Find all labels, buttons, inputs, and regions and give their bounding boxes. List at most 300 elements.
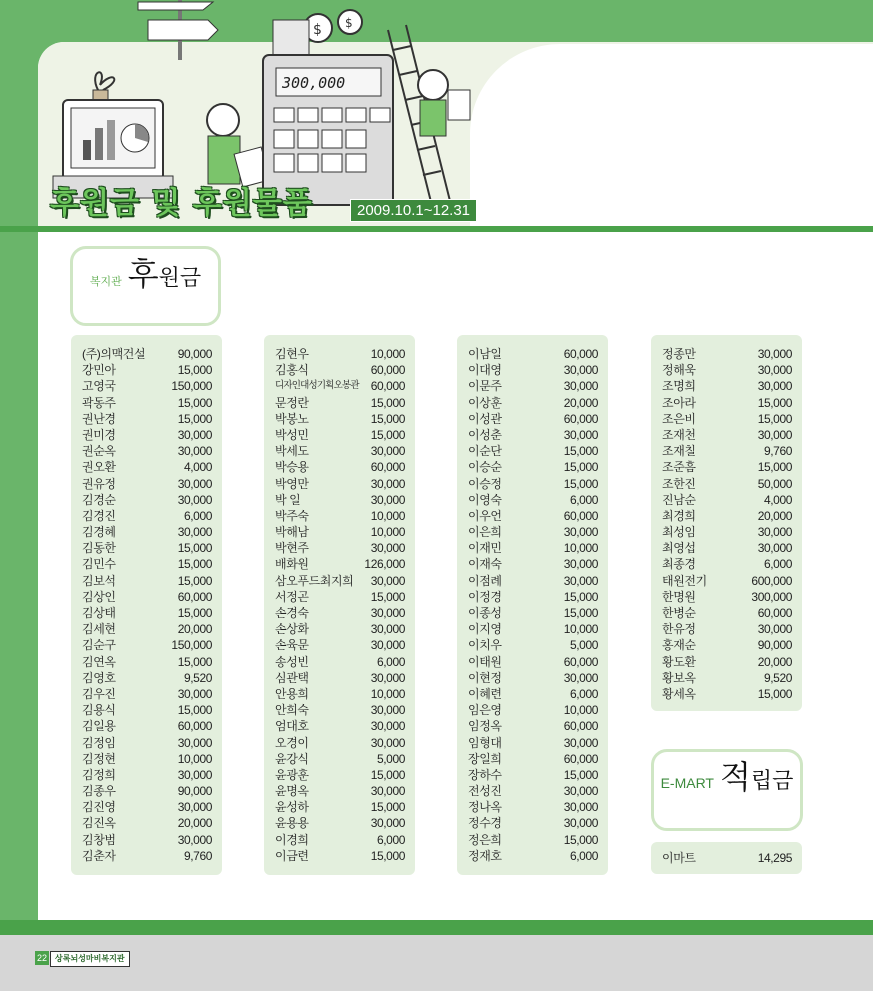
badge-big-label: 적 [719,758,751,796]
donor-row [82,508,212,524]
donor-name: 정은희 [468,832,502,847]
donor-name: 권유정 [82,476,116,491]
donor-name: 문정란 [275,395,309,410]
signpost-sign [148,20,218,40]
donor-amount: 60,000 [757,606,792,620]
donor-name: 박영만 [275,476,309,491]
donor-amount: 300,000 [751,589,792,604]
donor-name: 조은비 [662,411,696,426]
donor-row [82,427,212,443]
donor-row [468,395,598,411]
donor-row [275,735,405,751]
donor-name: 김용식 [82,703,116,718]
donor-amount: 60,000 [370,363,405,378]
donor-amount: 20,000 [177,622,212,637]
donor-name: 박 일 [275,492,301,507]
donor-name: 김영호 [82,670,116,685]
donor-amount: 5,000 [376,751,405,766]
donor-amount: 30,000 [177,444,212,459]
donor-row [468,686,598,702]
donor-name: 이지영 [468,622,502,637]
donor-name: 김동한 [82,541,116,556]
donor-name: 한유정 [662,622,696,637]
donor-amount: 30,000 [370,444,405,459]
shopping-bag-icon [448,90,470,120]
donor-name: 손육문 [275,638,309,653]
donor-name: 심관택 [275,670,309,685]
donor-row [275,556,405,572]
donor-amount: 15,000 [563,460,598,475]
emart-column [651,842,802,874]
donor-row [468,573,598,589]
donor-amount: 10,000 [563,622,598,637]
donor-row [82,783,212,799]
donor-row [275,524,405,540]
donor-name: 이현정 [468,670,502,685]
donor-row [82,815,212,831]
donor-amount: 60,000 [370,379,405,394]
donor-row [662,508,792,524]
donor-name: 김정희 [82,767,116,782]
donor-row [662,524,792,540]
donor-name: 김현우 [275,347,309,361]
donor-row [275,508,405,524]
donor-row [82,637,212,653]
donor-row [82,589,212,605]
donor-name: 진남순 [662,492,696,507]
donor-row [275,767,405,783]
donor-row [275,783,405,799]
svg-text:$: $ [345,16,353,30]
donor-row [82,573,212,589]
donor-row [468,621,598,637]
donor-row [662,540,792,556]
donor-name: 이은희 [468,525,502,540]
donor-name: 김일용 [82,719,116,734]
donor-amount: 9,760 [763,444,792,459]
donor-name: 조준흠 [662,460,696,475]
donor-row [468,767,598,783]
donor-name: 박승용 [275,460,309,475]
donor-row [468,476,598,492]
donor-amount: 9,760 [183,848,212,863]
donor-amount: 15,000 [370,800,405,815]
person-icon [207,104,239,136]
donor-row [662,395,792,411]
donor-name: 박세도 [275,444,309,459]
donor-amount: 30,000 [177,492,212,507]
donor-amount: 20,000 [757,508,792,523]
donor-row [468,524,598,540]
donor-row [468,443,598,459]
donor-row [82,476,212,492]
donor-amount: 30,000 [563,557,598,572]
period-badge: 2009.10.1~12.31 [350,199,477,222]
donor-amount: 30,000 [563,670,598,685]
donor-row [662,670,792,686]
donor-amount: 30,000 [563,816,598,831]
donor-name: 김정임 [82,735,116,750]
donor-name: 장하수 [468,767,502,782]
donor-row [468,556,598,572]
donor-name: 디자인대성기획오봉관 [275,380,359,392]
page-number: 22 [36,953,47,963]
emart-savings-badge [651,749,803,831]
donor-row [275,718,405,734]
donor-amount: 60,000 [177,589,212,604]
donor-row [468,832,598,848]
donor-row [82,605,212,621]
donor-name: 이영숙 [468,492,502,507]
donor-name: 강민아 [82,363,116,378]
donor-amount: 15,000 [370,411,405,426]
donor-name: 박해남 [275,525,309,540]
donor-row [662,443,792,459]
donor-amount: 15,000 [757,686,792,701]
donor-row [275,346,405,362]
donor-row [275,589,405,605]
donor-name: 서정곤 [275,589,309,604]
donor-row [468,654,598,670]
donor-name: 조재칠 [662,444,696,459]
donor-column-1 [71,335,222,875]
donor-name: 손경숙 [275,606,309,620]
donor-row [82,395,212,411]
donor-column-3 [457,335,608,875]
donor-amount: 30,000 [757,525,792,540]
donor-name: 윤용용 [275,816,309,831]
donor-row [275,411,405,427]
donor-name: 이재숙 [468,557,502,572]
donor-name: 권난경 [82,411,116,426]
donor-name: 김순구 [82,638,116,653]
donor-amount: 90,000 [757,638,792,653]
donor-amount: 15,000 [563,767,598,782]
donor-row [468,815,598,831]
donor-row [82,718,212,734]
donor-row [82,411,212,427]
donor-amount: 30,000 [370,670,405,685]
donor-row [662,573,792,589]
donor-name: 김경순 [82,492,116,507]
donor-row [275,751,405,767]
donor-name: 김경혜 [82,525,116,540]
donor-amount: 15,000 [370,395,405,410]
donor-name: 김진영 [82,800,116,815]
donor-row [275,815,405,831]
donor-amount: 30,000 [757,379,792,394]
donor-name: 임정옥 [468,719,502,734]
donor-row [275,686,405,702]
donor-name: 김상태 [82,606,116,620]
donor-amount: 30,000 [370,541,405,556]
donor-amount: 15,000 [177,363,212,378]
donor-row [662,427,792,443]
donor-row [82,346,212,362]
donor-amount: 15,000 [370,767,405,782]
donor-name: 정나옥 [468,800,502,815]
donor-name: 최종경 [662,557,696,572]
donor-row [662,476,792,492]
donor-name: 이성관 [468,411,502,426]
donor-name: 윤성하 [275,800,309,815]
donor-name: 이치우 [468,638,502,653]
donor-amount: 15,000 [563,832,598,847]
donor-row [468,411,598,427]
donor-row [662,362,792,378]
donor-amount: 15,000 [177,573,212,588]
donor-name: 조아라 [662,395,696,410]
donor-row [275,427,405,443]
donor-row [468,540,598,556]
donor-row [662,605,792,621]
donor-amount: 15,000 [563,589,598,604]
donor-row [82,848,212,864]
donor-amount: 10,000 [370,347,405,361]
donor-name: 김보석 [82,573,116,588]
donor-amount: 60,000 [563,751,598,766]
donor-amount: 30,000 [563,379,598,394]
donor-column-2 [264,335,415,875]
donor-name: 박봉노 [275,411,309,426]
donor-amount: 30,000 [757,363,792,378]
welfare-donation-badge [70,246,221,326]
donor-amount: 15,000 [757,395,792,410]
donor-name: 홍재순 [662,638,696,653]
donor-name: 안용희 [275,686,309,701]
donor-row [468,492,598,508]
donor-name: 김춘자 [82,848,116,863]
donor-amount: 30,000 [177,832,212,847]
donor-name: 이금련 [275,848,309,863]
donor-row [82,443,212,459]
donor-row [468,702,598,718]
donor-amount: 15,000 [177,606,212,620]
donor-name: 권오환 [82,460,116,475]
donor-amount: 6,000 [763,557,792,572]
donor-amount: 30,000 [177,767,212,782]
donor-amount: 15,000 [757,411,792,426]
donor-amount: 30,000 [370,606,405,620]
donor-name: 김연옥 [82,654,116,669]
donor-amount: 30,000 [563,525,598,540]
donor-row [468,589,598,605]
donor-amount: 30,000 [757,541,792,556]
donor-amount: 30,000 [370,816,405,831]
donor-name: 엄대호 [275,719,309,734]
donor-row [662,589,792,605]
donor-name: (주)의맥건설 [82,347,146,361]
donor-row [468,427,598,443]
donor-name: 윤강식 [275,751,309,766]
donor-row [82,751,212,767]
donor-amount: 30,000 [370,703,405,718]
signpost-sign-top [138,2,213,10]
donor-name: 임형대 [468,735,502,750]
donor-row [468,637,598,653]
donor-amount: 126,000 [364,557,405,572]
donor-row [662,411,792,427]
donor-amount: 60,000 [177,719,212,734]
donor-amount: 10,000 [563,541,598,556]
donor-row [468,346,598,362]
donor-name: 고영국 [82,379,116,394]
emart-row [662,850,792,866]
donor-row [82,735,212,751]
donor-name: 김우진 [82,686,116,701]
donor-row [662,686,792,702]
donor-amount: 6,000 [569,492,598,507]
donor-amount: 20,000 [563,395,598,410]
donor-name: 이종성 [468,606,502,620]
donor-amount: 30,000 [177,735,212,750]
donor-name: 이순단 [468,444,502,459]
donor-name: 조명희 [662,379,696,394]
donor-amount: 15,000 [757,460,792,475]
donor-amount: 30,000 [563,363,598,378]
donor-amount: 10,000 [177,751,212,766]
donor-amount: 50,000 [757,476,792,491]
donor-name: 최성임 [662,525,696,540]
donor-row [275,459,405,475]
donor-name: 임은영 [468,703,502,718]
donor-amount: 30,000 [177,476,212,491]
donor-name: 한명원 [662,589,696,604]
donor-row [82,686,212,702]
badge-small-label: E-MART [660,775,714,791]
donor-row [468,362,598,378]
donor-name: 윤명옥 [275,784,309,799]
donor-name: 한병순 [662,606,696,620]
donor-amount: 14,295 [757,851,792,865]
footer-band [0,920,873,935]
donor-row [82,670,212,686]
donor-amount: 9,520 [183,670,212,685]
donor-row [275,573,405,589]
donor-amount: 30,000 [563,784,598,799]
donor-name: 권미경 [82,427,116,442]
donor-amount: 60,000 [563,719,598,734]
donor-row [82,702,212,718]
page-title: 후원금 및 후원물품 [50,186,313,221]
left-strip [0,232,38,922]
header-divider [0,226,873,232]
donor-amount: 6,000 [569,848,598,863]
donor-row [468,751,598,767]
donor-row [275,605,405,621]
donor-name: 배화원 [275,557,309,572]
donor-amount: 60,000 [563,508,598,523]
donor-amount: 15,000 [563,606,598,620]
organization-name: 상록뇌성마비복지관 [50,951,130,967]
donor-name: 이마트 [662,851,696,865]
donor-row [82,540,212,556]
donor-row [662,459,792,475]
donor-name: 최경희 [662,508,696,523]
donor-amount: 90,000 [177,347,212,361]
donor-row [275,702,405,718]
donor-row [662,556,792,572]
donor-name: 박성민 [275,427,309,442]
donor-amount: 30,000 [177,686,212,701]
donor-name: 이문주 [468,379,502,394]
donor-name: 박주숙 [275,508,309,523]
donor-amount: 4,000 [763,492,792,507]
donor-amount: 30,000 [757,622,792,637]
donor-amount: 150,000 [171,379,212,394]
donor-row [468,459,598,475]
donor-amount: 30,000 [563,735,598,750]
donor-amount: 15,000 [177,541,212,556]
donor-row [468,508,598,524]
donor-column-4 [651,335,802,711]
donor-row [82,378,212,394]
donor-name: 정수경 [468,816,502,831]
donor-row [275,378,405,394]
donor-name: 삼오푸드최지희 [275,573,354,588]
donor-amount: 15,000 [563,444,598,459]
badge-small-label: 복지관 [89,275,122,288]
donor-amount: 60,000 [563,654,598,669]
donor-row [275,799,405,815]
donor-amount: 15,000 [177,557,212,572]
donor-name: 김진옥 [82,816,116,831]
donor-row [82,492,212,508]
donor-amount: 30,000 [370,735,405,750]
donor-name: 황세옥 [662,686,696,701]
donor-amount: 30,000 [563,800,598,815]
badge-rest-label: 원금 [158,266,202,291]
donor-amount: 30,000 [370,573,405,588]
donor-amount: 30,000 [563,573,598,588]
donor-amount: 60,000 [370,460,405,475]
donor-amount: 10,000 [370,508,405,523]
donor-amount: 30,000 [370,784,405,799]
donor-row [82,362,212,378]
donor-amount: 15,000 [177,411,212,426]
donor-amount: 20,000 [757,654,792,669]
donor-name: 김정현 [82,751,116,766]
donor-row [468,378,598,394]
donor-row [275,443,405,459]
donor-name: 박현주 [275,541,309,556]
donor-name: 이대영 [468,363,502,378]
donor-amount: 30,000 [370,476,405,491]
donor-name: 전성진 [468,784,502,799]
donor-amount: 15,000 [177,395,212,410]
donor-row [275,621,405,637]
donor-name: 이태원 [468,654,502,669]
donor-amount: 6,000 [376,832,405,847]
donor-amount: 20,000 [177,816,212,831]
donor-row [275,540,405,556]
donor-name: 정재호 [468,848,502,863]
donor-row [468,605,598,621]
donor-name: 김민수 [82,557,116,572]
donor-amount: 15,000 [177,703,212,718]
donor-name: 조한진 [662,476,696,491]
donor-row [82,767,212,783]
donor-amount: 30,000 [370,492,405,507]
donor-amount: 4,000 [183,460,212,475]
donor-amount: 30,000 [177,800,212,815]
donor-name: 윤광훈 [275,767,309,782]
donor-name: 김세현 [82,622,116,637]
donor-amount: 90,000 [177,784,212,799]
donor-row [275,832,405,848]
donor-name: 손상화 [275,622,309,637]
donor-name: 김창범 [82,832,116,847]
